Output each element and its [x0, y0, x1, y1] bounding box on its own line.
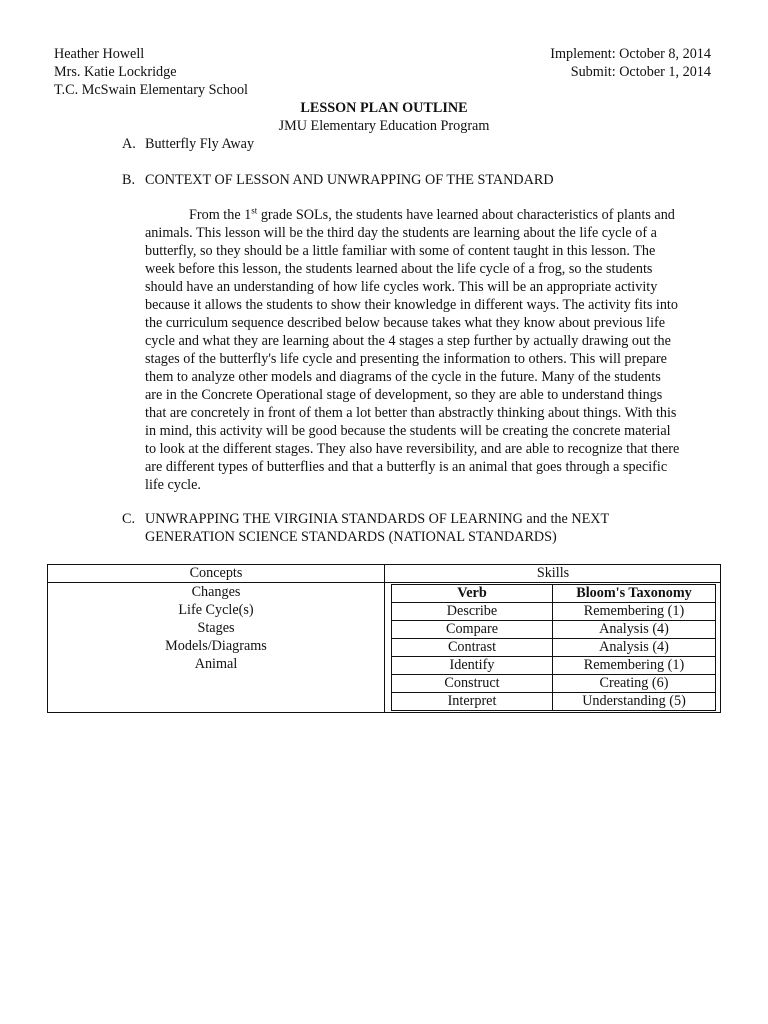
table-row	[392, 675, 716, 693]
paragraph-line: week before this lesson, the students learned about the life cycle of a frog, so the students	[145, 261, 653, 277]
section-c-line2: GENERATION SCIENCE STANDARDS (NATIONAL STANDARDS)	[145, 529, 557, 545]
standards-table	[47, 564, 721, 713]
paragraph-line: are in the Concrete Operational stage of development, so they are able to understand things	[145, 387, 663, 403]
table-row	[392, 693, 716, 711]
verb-column-header: Verb	[392, 585, 553, 603]
paragraph-line: in mind, this activity will be good because the students will be creating the concrete material	[145, 423, 671, 439]
program-name: JMU Elementary Education Program	[278, 118, 490, 134]
paragraph-line: cycle and what they are learning about the 4 stages a step further by actually drawing out the	[145, 333, 671, 349]
verb-cell: Compare	[392, 621, 553, 639]
section-b	[122, 171, 554, 189]
blooms-cell: Remembering (1)	[553, 657, 716, 675]
table-column-divider	[384, 565, 385, 712]
teacher-name: Mrs. Katie Lockridge	[54, 64, 177, 80]
submit-date: Submit: October 1, 2014	[570, 64, 711, 80]
section-b-label: B.	[122, 172, 136, 188]
blooms-cell: Understanding (5)	[553, 693, 716, 711]
document-title: LESSON PLAN OUTLINE	[300, 100, 468, 116]
blooms-cell: Creating (6)	[553, 675, 716, 693]
paragraph-line: animals. This lesson will be the third day the students are learning about the life cycle of a	[145, 225, 657, 241]
paragraph-line: because it allows the students to show their knowledge in different ways. The activity fits into	[145, 297, 678, 313]
verb-cell: Construct	[392, 675, 553, 693]
verb-cell: Identify	[392, 657, 553, 675]
header-left	[54, 45, 248, 99]
concepts-list	[48, 583, 384, 673]
skills-header-row	[392, 585, 716, 603]
table-row	[392, 603, 716, 621]
paragraph-first-post: grade SOLs, the students have learned about characteristics of plants and	[257, 207, 675, 223]
section-a	[122, 135, 254, 153]
table-row	[392, 657, 716, 675]
verb-cell: Interpret	[392, 693, 553, 711]
section-b-text: CONTEXT OF LESSON AND UNWRAPPING OF THE STANDARD	[145, 172, 554, 188]
blooms-cell: Remembering (1)	[553, 603, 716, 621]
concept-item: Life Cycle(s)	[178, 602, 254, 618]
implement-date: Implement: October 8, 2014	[550, 46, 711, 62]
section-c	[122, 510, 609, 546]
paragraph-line: the curriculum sequence described below because takes what they know about previous life	[145, 315, 666, 331]
paragraph-line: to look at the different stages. They also have reversibility, and are able to recognize that there	[145, 441, 680, 457]
skills-table	[391, 584, 716, 711]
paragraph-line: butterfly, so they should be a little familiar with some of content taught in this lesson. The	[145, 243, 656, 259]
paragraph-superscript: st	[251, 205, 258, 216]
concept-item: Stages	[197, 620, 235, 636]
verb-cell: Contrast	[392, 639, 553, 657]
paragraph-first-pre: From the 1	[189, 207, 252, 223]
section-a-text: Butterfly Fly Away	[145, 136, 255, 152]
paragraph-line: life cycle.	[145, 477, 201, 493]
section-c-label: C.	[122, 511, 136, 527]
section-c-line1: UNWRAPPING THE VIRGINIA STANDARDS OF LEARNING and the NEXT	[145, 511, 610, 527]
concept-item: Changes	[191, 584, 241, 600]
blooms-column-header: Bloom's Taxonomy	[553, 585, 716, 603]
section-a-label: A.	[122, 136, 136, 152]
blooms-cell: Analysis (4)	[553, 639, 716, 657]
concept-item: Models/Diagrams	[165, 638, 267, 654]
concept-item: Animal	[194, 656, 238, 672]
skills-header: Skills	[536, 565, 570, 581]
school-name: T.C. McSwain Elementary School	[54, 82, 248, 98]
table-row	[392, 621, 716, 639]
paragraph-line: them to analyze other models and diagrams of the cycle in the future. Many of the students	[145, 369, 661, 385]
context-paragraph	[145, 206, 715, 494]
author-name: Heather Howell	[54, 46, 145, 62]
blooms-cell: Analysis (4)	[553, 621, 716, 639]
paragraph-line: should have an understanding of how life cycles work. This will be an appropriate activity	[145, 279, 658, 295]
verb-cell: Describe	[392, 603, 553, 621]
header-right	[550, 45, 711, 81]
paragraph-first-line	[145, 206, 715, 224]
concepts-header: Concepts	[189, 565, 243, 581]
paragraph-line: that are concretely in front of them a lot better than abstractly thinking about things. With this	[145, 405, 677, 421]
table-row	[392, 639, 716, 657]
paragraph-line: stages of the butterfly's life cycle and presenting the information to others. This will prepare	[145, 351, 667, 367]
paragraph-line: are different types of butterflies and that a butterfly is an animal that goes through a specific	[145, 459, 668, 475]
